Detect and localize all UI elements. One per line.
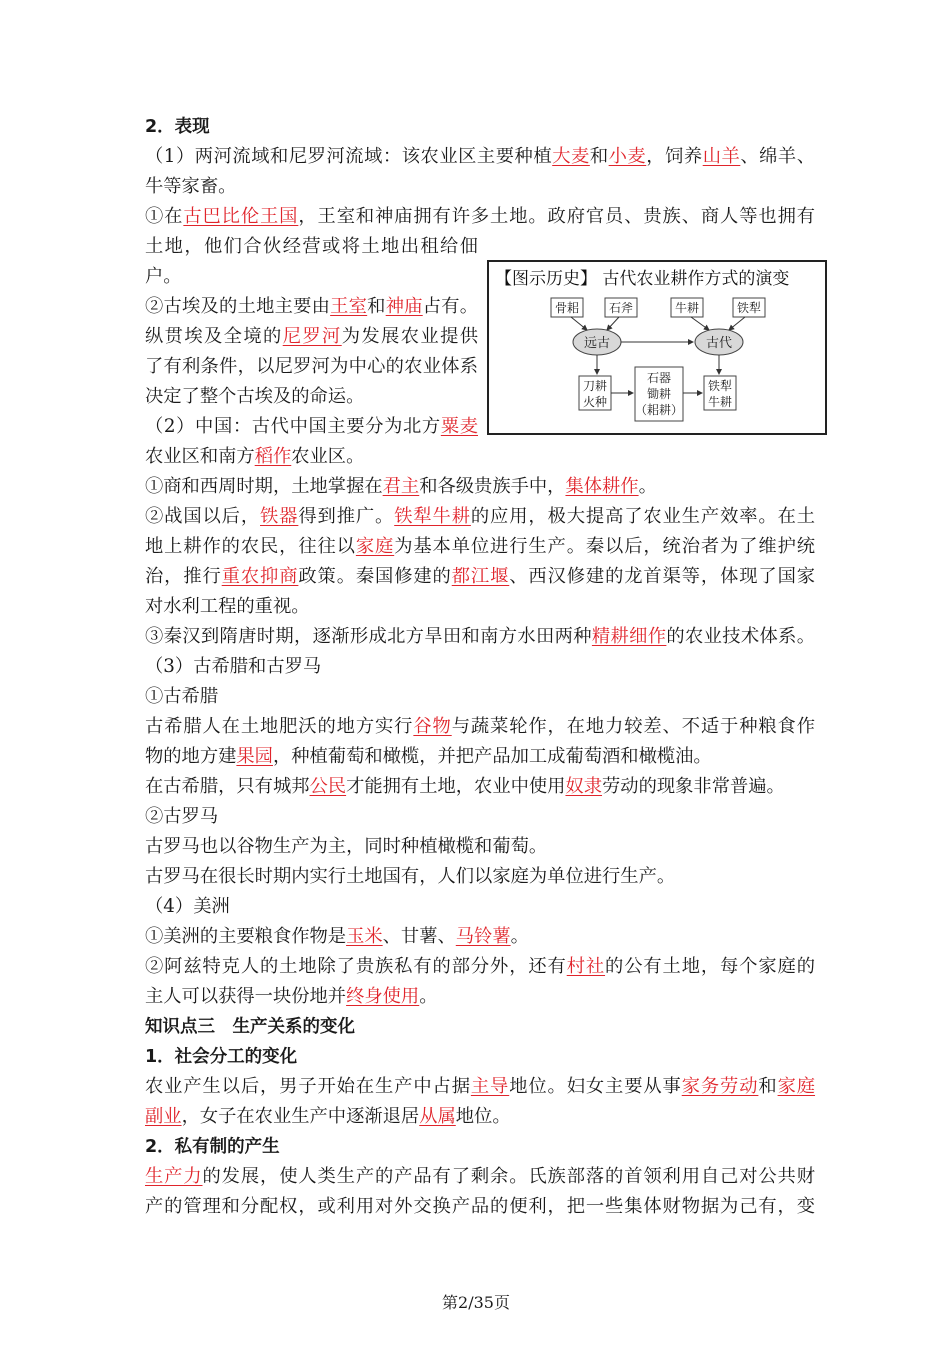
answer-keyword: 重农抑商 <box>221 566 299 587</box>
answer-keyword: 小麦 <box>608 146 647 167</box>
text-segment: 和各级贵族手中， <box>419 476 566 497</box>
text-segment: 、绵羊、 <box>740 146 816 167</box>
text-segment: 的公有土地，每个家庭的 <box>605 956 816 977</box>
answer-keyword: 神庙 <box>385 296 423 317</box>
stage2-label: 锄耕 <box>646 387 672 401</box>
text-line <box>145 562 815 592</box>
text-line <box>145 502 815 532</box>
text-line <box>145 622 815 652</box>
answer-keyword: 村社 <box>566 956 606 977</box>
tool-label: 铁犁 <box>736 301 762 315</box>
answer-keyword: 铁器 <box>260 506 299 527</box>
text-line <box>145 922 815 952</box>
text-segment: 、甘薯、 <box>382 926 456 947</box>
answer-keyword: 铁犁牛耕 <box>394 506 471 527</box>
answer-keyword: 公民 <box>309 776 347 797</box>
text-segment: 农业区。 <box>291 446 365 467</box>
text-segment: 了有利条件，以尼罗河为中心的农业体系 <box>145 356 478 377</box>
text-segment: 产的管理和分配权，或利用对外交换产品的便利，把一些集体财物据为己有，变 <box>145 1196 815 1217</box>
text-line <box>145 472 815 502</box>
answer-keyword: 主导 <box>470 1076 510 1097</box>
text-line <box>145 802 815 832</box>
text-segment: ，女子在农业生产中逐渐退居 <box>181 1106 420 1127</box>
text-segment: 户。 <box>145 266 182 287</box>
answer-keyword: 副业 <box>145 1106 182 1127</box>
text-segment: 地上耕作的农民，往往以 <box>145 536 356 557</box>
tool-label: 骨耜 <box>554 301 580 315</box>
text-segment: 古罗马也以谷物生产为主，同时种植橄榄和葡萄。 <box>145 836 548 857</box>
answer-keyword: 奴隶 <box>565 776 603 797</box>
text-segment: ①美洲的主要粮食作物是 <box>145 926 347 947</box>
text-segment: 。 <box>419 986 438 1007</box>
answer-keyword: 山羊 <box>702 146 741 167</box>
text-segment: 地位。妇女主要从事 <box>509 1076 682 1097</box>
text-segment: 与蔬菜轮作，在地力较差、不适于种粮食作 <box>451 716 816 737</box>
text-segment: 才能拥有土地，农业中使用 <box>346 776 566 797</box>
text-segment: 和 <box>758 1076 778 1097</box>
text-segment: 的应用，极大提高了农业生产效率。在土 <box>470 506 816 527</box>
text-segment: 对水利工程的重视。 <box>145 596 310 617</box>
section-heading <box>145 112 815 142</box>
text-line <box>145 892 815 922</box>
answer-keyword: 生产力 <box>145 1166 203 1187</box>
text-segment: ②战国以后， <box>145 506 261 527</box>
answer-keyword: 谷物 <box>413 716 452 737</box>
answer-keyword: 从属 <box>419 1106 456 1127</box>
answer-keyword: 尼罗河 <box>282 326 342 347</box>
text-segment: 知识点三 生产关系的变化 <box>145 1017 355 1037</box>
text-segment: ②古罗马 <box>145 806 219 827</box>
text-segment: ①在 <box>145 206 184 227</box>
text-segment: 地位。 <box>455 1106 511 1127</box>
text-line <box>145 1072 815 1102</box>
text-line <box>145 292 478 322</box>
text-segment: ，种植葡萄和橄榄，并把产品加工成葡萄酒和橄榄油。 <box>272 746 712 767</box>
text-segment: 的农业技术体系。 <box>666 626 816 647</box>
text-segment: 为基本单位进行生产。秦以后，统治者为了维护统 <box>394 536 816 557</box>
answer-keyword: 古巴比伦王国 <box>183 206 299 227</box>
text-segment: ③秦汉到隋唐时期，逐渐形成北方旱田和南方水田两种 <box>145 626 592 647</box>
text-line <box>145 352 478 382</box>
stage2-label: （耜耕） <box>634 403 684 417</box>
text-segment: 占有。 <box>422 296 479 317</box>
answer-keyword: 家务劳动 <box>681 1076 759 1097</box>
text-line <box>145 682 815 712</box>
stage1-label: 火种 <box>582 395 608 409</box>
text-segment: 、西汉修建的龙首渠等，体现了国家 <box>509 566 816 587</box>
text-segment: 牛等家畜。 <box>145 176 237 197</box>
text-segment: ②阿兹特克人的土地除了贵族私有的部分外，还有 <box>145 956 567 977</box>
text-segment: 2．表现 <box>145 117 210 137</box>
text-line <box>145 832 815 862</box>
text-line <box>145 712 815 742</box>
text-line <box>145 532 815 562</box>
answer-keyword: 集体耕作 <box>565 476 639 497</box>
text-line <box>145 982 815 1012</box>
text-segment: 农业区和南方 <box>145 446 255 467</box>
stage3-label: 铁犁 <box>707 379 733 393</box>
text-segment: 物的地方建 <box>145 746 237 767</box>
tool-label: 牛耕 <box>674 301 700 315</box>
era-left: 远古 <box>583 336 611 351</box>
stage1-label: 刀耕 <box>582 379 608 393</box>
text-line <box>145 172 815 202</box>
text-segment: 1．社会分工的变化 <box>145 1047 298 1067</box>
answer-keyword: 王室 <box>330 296 368 317</box>
answer-keyword: 果园 <box>236 746 273 767</box>
answer-keyword: 稻作 <box>254 446 292 467</box>
text-line <box>145 442 815 472</box>
text-segment: ，王室和神庙拥有许多土地。政府官员、贵族、商人等也拥有 <box>298 206 816 227</box>
answer-keyword: 家庭 <box>355 536 395 557</box>
text-line <box>145 862 815 892</box>
text-segment: 。 <box>510 926 529 947</box>
answer-keyword: 君主 <box>382 476 420 497</box>
text-segment: 古希腊人在土地肥沃的地方实行 <box>145 716 414 737</box>
text-segment: 治，推行 <box>145 566 222 587</box>
text-line <box>145 1192 815 1222</box>
text-line <box>145 772 815 802</box>
text-segment: 政策。秦国修建的 <box>298 566 452 587</box>
page-number: 第2/35页 <box>442 1293 510 1312</box>
section-heading <box>145 1042 815 1072</box>
text-segment: 纵贯埃及全境的 <box>145 326 283 347</box>
section-heading <box>145 1012 815 1042</box>
text-line <box>145 232 478 262</box>
text-line <box>145 142 815 172</box>
text-segment: 主人可以获得一块份地并 <box>145 986 347 1007</box>
tool-label: 石斧 <box>608 301 634 315</box>
stage3-label: 牛耕 <box>707 395 733 409</box>
text-line <box>145 592 815 622</box>
text-segment: ①古希腊 <box>145 686 219 707</box>
text-segment: 为发展农业提供 <box>341 326 479 347</box>
section-heading <box>145 1132 815 1162</box>
text-line <box>145 1162 815 1192</box>
answer-keyword: 家庭 <box>777 1076 816 1097</box>
stage2-label: 石器 <box>646 371 672 385</box>
text-segment: 。 <box>638 476 657 497</box>
answer-keyword: 马铃薯 <box>455 926 511 947</box>
answer-keyword: 玉米 <box>346 926 383 947</box>
text-line <box>145 322 478 352</box>
text-segment: ①商和西周时期，土地掌握在 <box>145 476 383 497</box>
text-segment: 古罗马在很长时期内实行土地国有，人们以家庭为单位进行生产。 <box>145 866 676 887</box>
text-segment: （1）两河流域和尼罗河流域：该农业区主要种植 <box>145 146 553 167</box>
text-segment: 决定了整个古埃及的命运。 <box>145 386 365 407</box>
answer-keyword: 终身使用 <box>346 986 420 1007</box>
text-segment: 的发展，使人类生产的产品有了剩余。氏族部落的首领利用自己对公共财 <box>202 1166 816 1187</box>
answer-keyword: 都江堰 <box>451 566 510 587</box>
answer-keyword: 粟麦 <box>440 416 478 437</box>
text-segment: 2．私有制的产生 <box>145 1137 280 1157</box>
text-segment: 得到推广。 <box>298 506 395 527</box>
text-segment: 和 <box>367 296 386 317</box>
text-line <box>145 742 815 772</box>
text-line <box>145 652 815 682</box>
text-segment: 土地，他们合伙经营或将土地出租给佃 <box>145 236 478 257</box>
text-line <box>145 202 815 232</box>
diagram-title: 【图示历史】 古代农业耕作方式的演变 <box>495 269 790 289</box>
text-segment: 在古希腊，只有城邦 <box>145 776 310 797</box>
text-segment: 和 <box>589 146 609 167</box>
text-line <box>145 952 815 982</box>
text-line <box>145 1102 815 1132</box>
era-right: 古代 <box>705 336 733 351</box>
answer-keyword: 大麦 <box>552 146 590 167</box>
text-segment: 劳动的现象非常普遍。 <box>602 776 785 797</box>
text-segment: ，饲养 <box>646 146 703 167</box>
text-segment: ②古埃及的土地主要由 <box>145 296 331 317</box>
text-segment: （4）美洲 <box>145 896 230 917</box>
text-line <box>145 412 478 442</box>
text-segment: （2）中国：古代中国主要分为北方 <box>145 416 441 437</box>
answer-keyword: 精耕细作 <box>591 626 667 647</box>
text-segment: 农业产生以后，男子开始在生产中占据 <box>145 1076 471 1097</box>
agriculture-evolution-diagram <box>487 260 827 435</box>
text-segment: （3）古希腊和古罗马 <box>145 656 322 677</box>
